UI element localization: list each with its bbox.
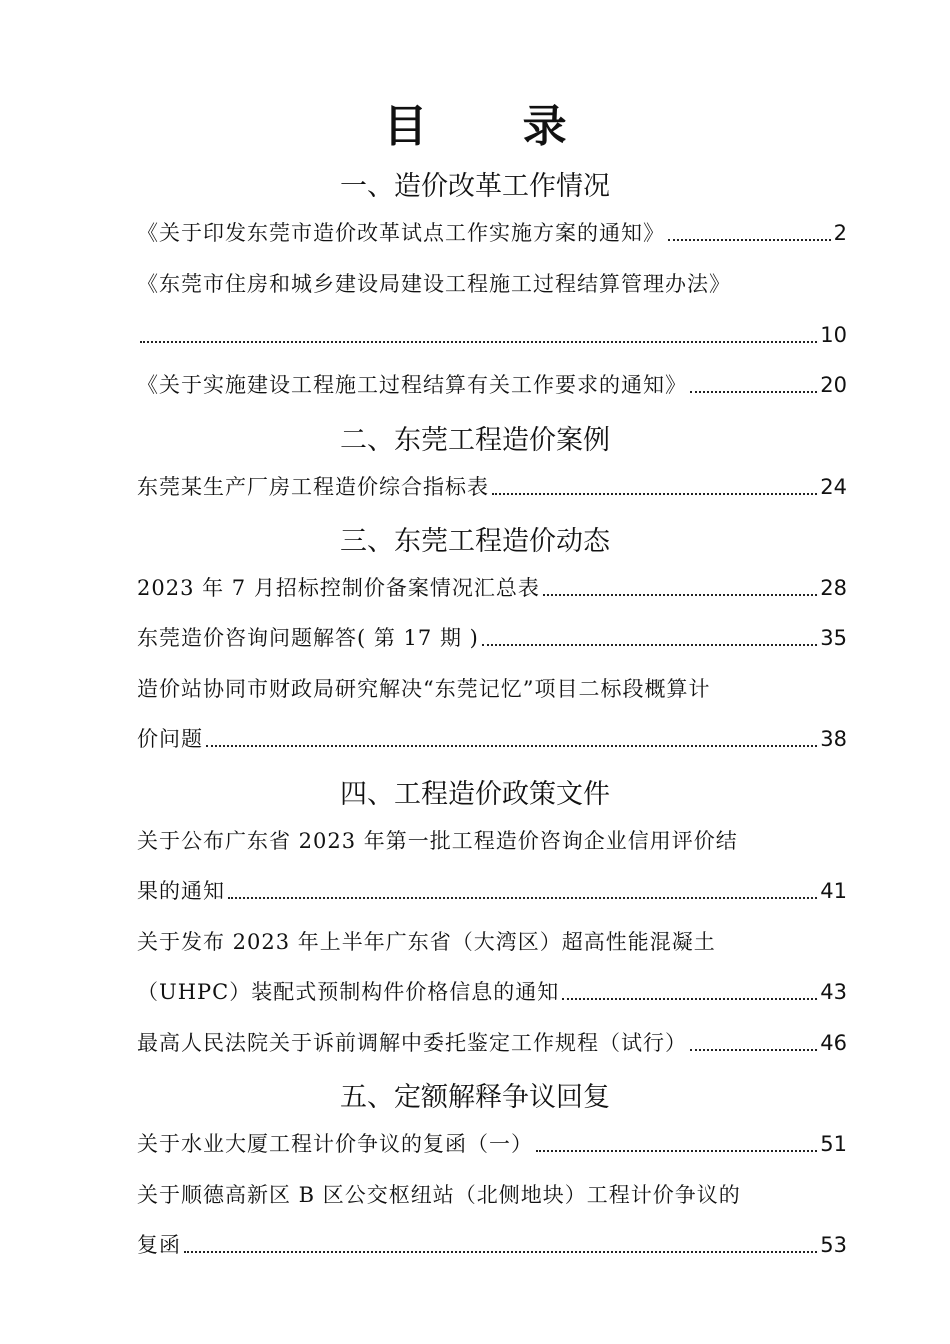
toc-entry-title-line1[interactable]: 《东莞市住房和城乡建设局建设工程施工过程结算管理办法》 — [137, 272, 731, 296]
toc-entry-page: 38 — [820, 727, 847, 751]
toc-entry-page: 43 — [820, 980, 847, 1004]
dot-leader — [668, 239, 831, 241]
toc-entry-page: 20 — [820, 373, 847, 397]
toc-entry-title: 价问题 — [137, 727, 203, 751]
toc-entry-title: 《关于实施建设工程施工过程结算有关工作要求的通知》 — [137, 373, 687, 397]
toc-entry-title: 果的通知 — [137, 879, 225, 903]
section-heading-3: 三、东莞工程造价动态 — [340, 526, 610, 557]
toc-entry-title-line1[interactable]: 关于发布 2023 年上半年广东省（大湾区）超高性能混凝土 — [137, 930, 716, 954]
toc-entry-title: 《关于印发东莞市造价改革试点工作实施方案的通知》 — [137, 221, 665, 245]
toc-entry-page: 41 — [820, 879, 847, 903]
toc-entry-title-line1[interactable]: 造价站协同市财政局研究解决“东莞记忆”项目二标段概算计 — [137, 677, 711, 701]
toc-entry[interactable] — [137, 975, 847, 1009]
toc-entry[interactable] — [137, 318, 847, 352]
toc-entry[interactable] — [137, 368, 847, 402]
toc-entry-title: 复函 — [137, 1233, 181, 1257]
toc-entry[interactable] — [137, 874, 847, 908]
dot-leader — [184, 1251, 817, 1253]
toc-entry-title-line1[interactable]: 关于顺德高新区 B 区公交枢纽站（北侧地块）工程计价争议的 — [137, 1183, 741, 1207]
dot-leader — [690, 1049, 817, 1051]
section-heading-2: 二、东莞工程造价案例 — [340, 425, 610, 456]
toc-entry[interactable] — [137, 1228, 847, 1262]
dot-leader — [228, 897, 817, 899]
dot-leader — [536, 1150, 817, 1152]
dot-leader — [543, 594, 817, 596]
section-heading-1: 一、造价改革工作情况 — [340, 171, 610, 202]
toc-entry-title: 关于水业大厦工程计价争议的复函（一） — [137, 1132, 533, 1156]
toc-entry-page: 53 — [820, 1233, 847, 1257]
toc-entry[interactable] — [137, 1127, 847, 1161]
toc-entry[interactable] — [137, 621, 847, 655]
toc-entry[interactable] — [137, 1026, 847, 1060]
dot-leader — [206, 745, 817, 747]
page-title: 目 录 — [383, 101, 607, 152]
toc-entry-title: 最高人民法院关于诉前调解中委托鉴定工作规程（试行） — [137, 1031, 687, 1055]
section-heading-5: 五、定额解释争议回复 — [340, 1082, 610, 1113]
toc-entry[interactable] — [137, 571, 847, 605]
toc-entry-page: 2 — [833, 221, 847, 245]
toc-entry-title: （UHPC）装配式预制构件价格信息的通知 — [137, 980, 560, 1004]
toc-entry[interactable] — [137, 722, 847, 756]
toc-entry[interactable] — [137, 470, 847, 504]
dot-leader — [690, 391, 817, 393]
toc-entry-page: 51 — [820, 1132, 847, 1156]
toc-entry-page: 46 — [820, 1031, 847, 1055]
toc-entry-title: 2023 年 7 月招标控制价备案情况汇总表 — [137, 576, 540, 600]
dot-leader — [492, 493, 817, 495]
toc-entry[interactable] — [137, 216, 847, 250]
toc-entry-page: 35 — [820, 626, 847, 650]
dot-leader — [562, 998, 817, 1000]
toc-entry-title: 东莞某生产厂房工程造价综合指标表 — [137, 475, 489, 499]
toc-entry-title: 东莞造价咨询问题解答( 第 17 期 ) — [137, 626, 479, 650]
section-heading-4: 四、工程造价政策文件 — [340, 779, 610, 810]
toc-entry-title-line1[interactable]: 关于公布广东省 2023 年第一批工程造价咨询企业信用评价结 — [137, 829, 738, 853]
toc-entry-page: 24 — [820, 475, 847, 499]
dot-leader — [140, 341, 817, 343]
dot-leader — [482, 644, 817, 646]
toc-entry-page: 28 — [820, 576, 847, 600]
toc-entry-page: 10 — [820, 323, 847, 347]
